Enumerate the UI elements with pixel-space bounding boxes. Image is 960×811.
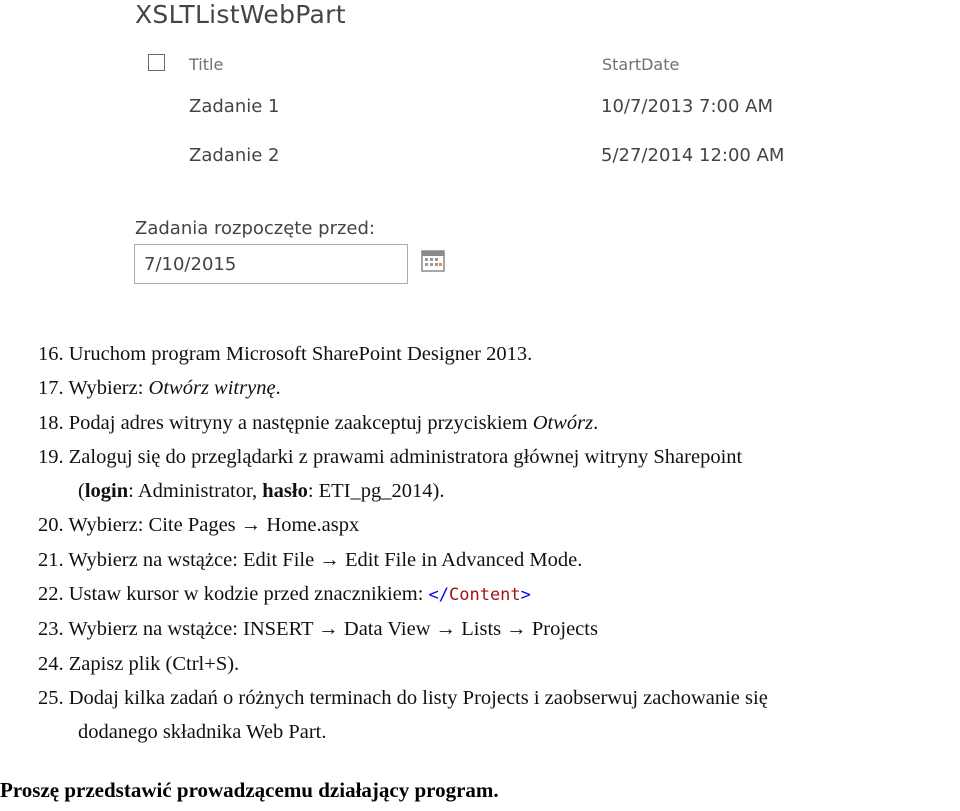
password-label: hasło — [262, 480, 308, 503]
instruction-18: 18. Podaj adres witryny a następnie zaakceptuj przyciskiem Otwórz. — [38, 411, 599, 434]
row-1-startdate: 10/7/2013 7:00 AM — [601, 96, 774, 117]
login-label: login — [84, 480, 129, 503]
column-header-title[interactable]: Title — [189, 55, 224, 74]
instruction-16: 16. Uruchom program Microsoft SharePoint Designer 2013. — [38, 343, 533, 365]
content-tag: Content — [449, 585, 521, 606]
filter-date-input[interactable] — [134, 244, 408, 284]
instruction-19-credentials: (login: Administrator, hasło: ETI_pg_2014). — [78, 480, 445, 503]
final-note: Proszę przedstawić prowadzącemu działający program. — [0, 778, 499, 802]
instruction-25-continued: dodanego składnika Web Part. — [78, 721, 327, 744]
instruction-20: 20. Wybierz: Cite Pages → Home.aspx — [38, 514, 360, 537]
instruction-19: 19. Zaloguj się do przeglądarki z prawami administratora głównej witryny Sharepoint — [38, 445, 743, 468]
calendar-icon[interactable] — [421, 249, 445, 273]
instruction-25: 25. Dodaj kilka zadań o różnych terminach do listy Projects i zaobserwuj zachowanie się — [38, 686, 768, 709]
webpart-title: XSLTListWebPart — [135, 0, 346, 29]
instruction-23: 23. Wybierz na wstążce: INSERT → Data View → Lists → Projects — [38, 618, 598, 641]
row-2-title[interactable]: Zadanie 2 — [189, 145, 280, 166]
instruction-17: 17. Wybierz: Otwórz witrynę. — [38, 377, 281, 400]
row-2-startdate: 5/27/2014 12:00 AM — [601, 145, 785, 166]
filter-label: Zadania rozpoczęte przed: — [135, 218, 375, 239]
instruction-21: 21. Wybierz na wstążce: Edit File → Edit File in Advanced Mode. — [38, 548, 583, 571]
instruction-22: 22. Ustaw kursor w kodzie przed znacznikiem: </Content> — [38, 583, 531, 606]
row-1-title[interactable]: Zadanie 1 — [189, 96, 280, 117]
column-header-startdate[interactable]: StartDate — [602, 55, 680, 74]
select-all-checkbox[interactable] — [148, 54, 165, 71]
instruction-24: 24. Zapisz plik (Ctrl+S). — [38, 652, 240, 675]
instruction-list — [38, 337, 960, 750]
